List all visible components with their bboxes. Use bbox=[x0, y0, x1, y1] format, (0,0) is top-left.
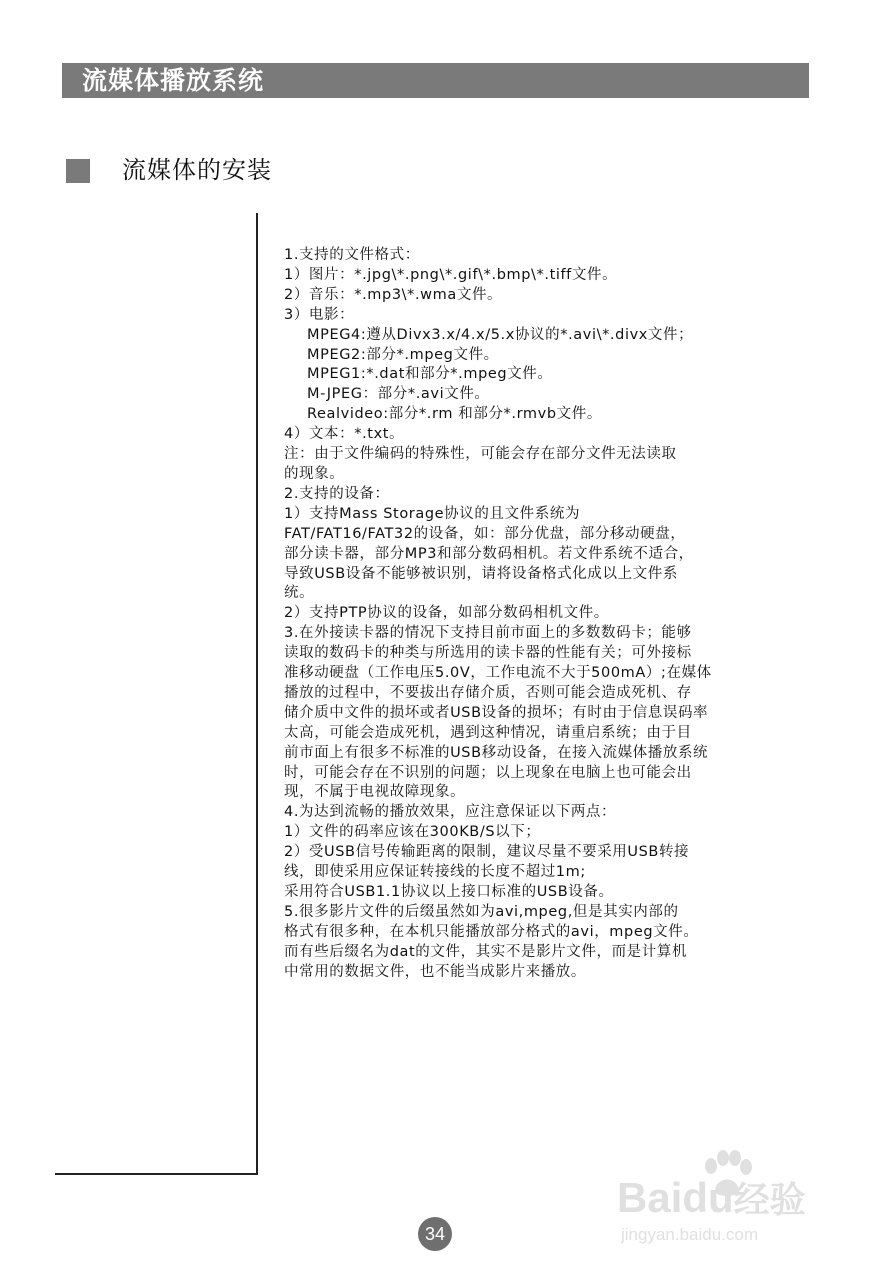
watermark-logo bbox=[617, 1168, 806, 1230]
content-line: 读取的数码卡的种类与所选用的读卡器的性能有关；可外接标 bbox=[284, 645, 692, 662]
section-title: 流媒体的安装 bbox=[122, 156, 272, 184]
content-line: 3.在外接读卡器的情况下支持目前市面上的多数数码卡；能够 bbox=[284, 625, 692, 642]
content-line: 准移动硬盘（工作电压5.0V，工作电流不大于500mA）;在媒体 bbox=[284, 665, 712, 682]
horizontal-rule bbox=[55, 1173, 258, 1175]
page-number: 34 bbox=[424, 1224, 446, 1244]
content-line: 时，可能会存在不识别的问题；以上现象在电脑上也可能会出 bbox=[284, 764, 692, 781]
content-line: MPEG4:遵从Divx3.x/4.x/5.x协议的*.avi\*.divx文件； bbox=[307, 326, 694, 343]
page-number-badge bbox=[418, 1217, 452, 1251]
content-line: 5.很多影片文件的后缀虽然如为avi,mpeg,但是其实内部的 bbox=[284, 903, 679, 920]
content-line: MPEG1:*.dat和部分*.mpeg文件。 bbox=[307, 366, 553, 383]
watermark-logo-jingyan: 经验 bbox=[733, 1179, 806, 1220]
content-line: 1.支持的文件格式： bbox=[284, 247, 420, 263]
content-line: 中常用的数据文件，也不能当成影片来播放。 bbox=[284, 963, 586, 980]
content-line: 储介质中文件的损坏或者USB设备的损坏；有时由于信息误码率 bbox=[284, 704, 709, 721]
section-marker bbox=[66, 159, 90, 183]
content-line: 格式有很多种，在本机只能播放部分格式的avi，mpeg文件。 bbox=[284, 923, 699, 940]
content-body bbox=[284, 246, 814, 983]
content-line: MPEG2:部分*.mpeg文件。 bbox=[307, 346, 499, 363]
content-line: Realvideo:部分*.rm 和部分*.rmvb文件。 bbox=[307, 406, 602, 423]
content-line: 3）电影： bbox=[284, 306, 355, 323]
content-line: 线，即使采用应保证转接线的长度不超过1m; bbox=[284, 864, 586, 881]
content-line: 前市面上有很多不标准的USB移动设备，在接入流媒体播放系统 bbox=[284, 744, 709, 761]
content-line: 采用符合USB1.1协议以上接口标准的USB设备。 bbox=[284, 884, 614, 900]
content-line: 4.为达到流畅的播放效果，应注意保证以下两点： bbox=[284, 804, 617, 821]
content-line: 1）文件的码率应该在300KB/S以下； bbox=[284, 824, 541, 841]
baidu-watermark bbox=[617, 1150, 817, 1250]
content-line: 注：由于文件编码的特殊性，可能会存在部分文件无法读取 bbox=[284, 446, 677, 463]
content-line: M-JPEG：部分*.avi文件。 bbox=[307, 386, 490, 403]
content-line: FAT/FAT16/FAT32的设备，如：部分优盘，部分移动硬盘， bbox=[284, 525, 686, 542]
content-line: 的现象。 bbox=[284, 465, 345, 482]
vertical-rule bbox=[256, 213, 258, 1174]
watermark-logo-bai: Bai bbox=[617, 1174, 683, 1221]
watermark-logo-du: du bbox=[682, 1174, 734, 1221]
header-bar bbox=[62, 63, 809, 98]
content-line: 部分读卡器，部分MP3和部分数码相机。若文件系统不适合， bbox=[284, 545, 694, 562]
content-line: 2）受USB信号传输距离的限制，建议尽量不要采用USB转接 bbox=[284, 844, 690, 861]
content-line: 2）支持PTP协议的设备，如部分数码相机文件。 bbox=[284, 605, 609, 622]
content-line: 1）支持Mass Storage协议的且文件系统为 bbox=[284, 505, 581, 522]
page-title: 流媒体播放系统 bbox=[82, 66, 265, 95]
content-line: 4）文本：*.txt。 bbox=[284, 426, 405, 443]
content-line: 播放的过程中，不要拔出存储介质，否则可能会造成死机、存 bbox=[284, 684, 692, 701]
content-line: 太高，可能会造成死机，遇到这种情况，请重启系统；由于目 bbox=[284, 724, 692, 741]
content-line: 2.支持的设备： bbox=[284, 485, 390, 502]
content-line: 统。 bbox=[284, 585, 315, 602]
watermark-url: jingyan.baidu.com bbox=[621, 1225, 759, 1244]
content-line: 导致USB设备不能够被识别，请将设备格式化成以上文件系 bbox=[284, 565, 678, 582]
content-line: 而有些后缀名为dat的文件，其实不是影片文件，而是计算机 bbox=[284, 943, 688, 960]
content-line: 2）音乐：*.mp3\*.wma文件。 bbox=[284, 286, 503, 303]
content-line: 1）图片：*.jpg\*.png\*.gif\*.bmp\*.tiff文件。 bbox=[284, 266, 618, 283]
content-line: 现，不属于电视故障现象。 bbox=[284, 784, 466, 801]
